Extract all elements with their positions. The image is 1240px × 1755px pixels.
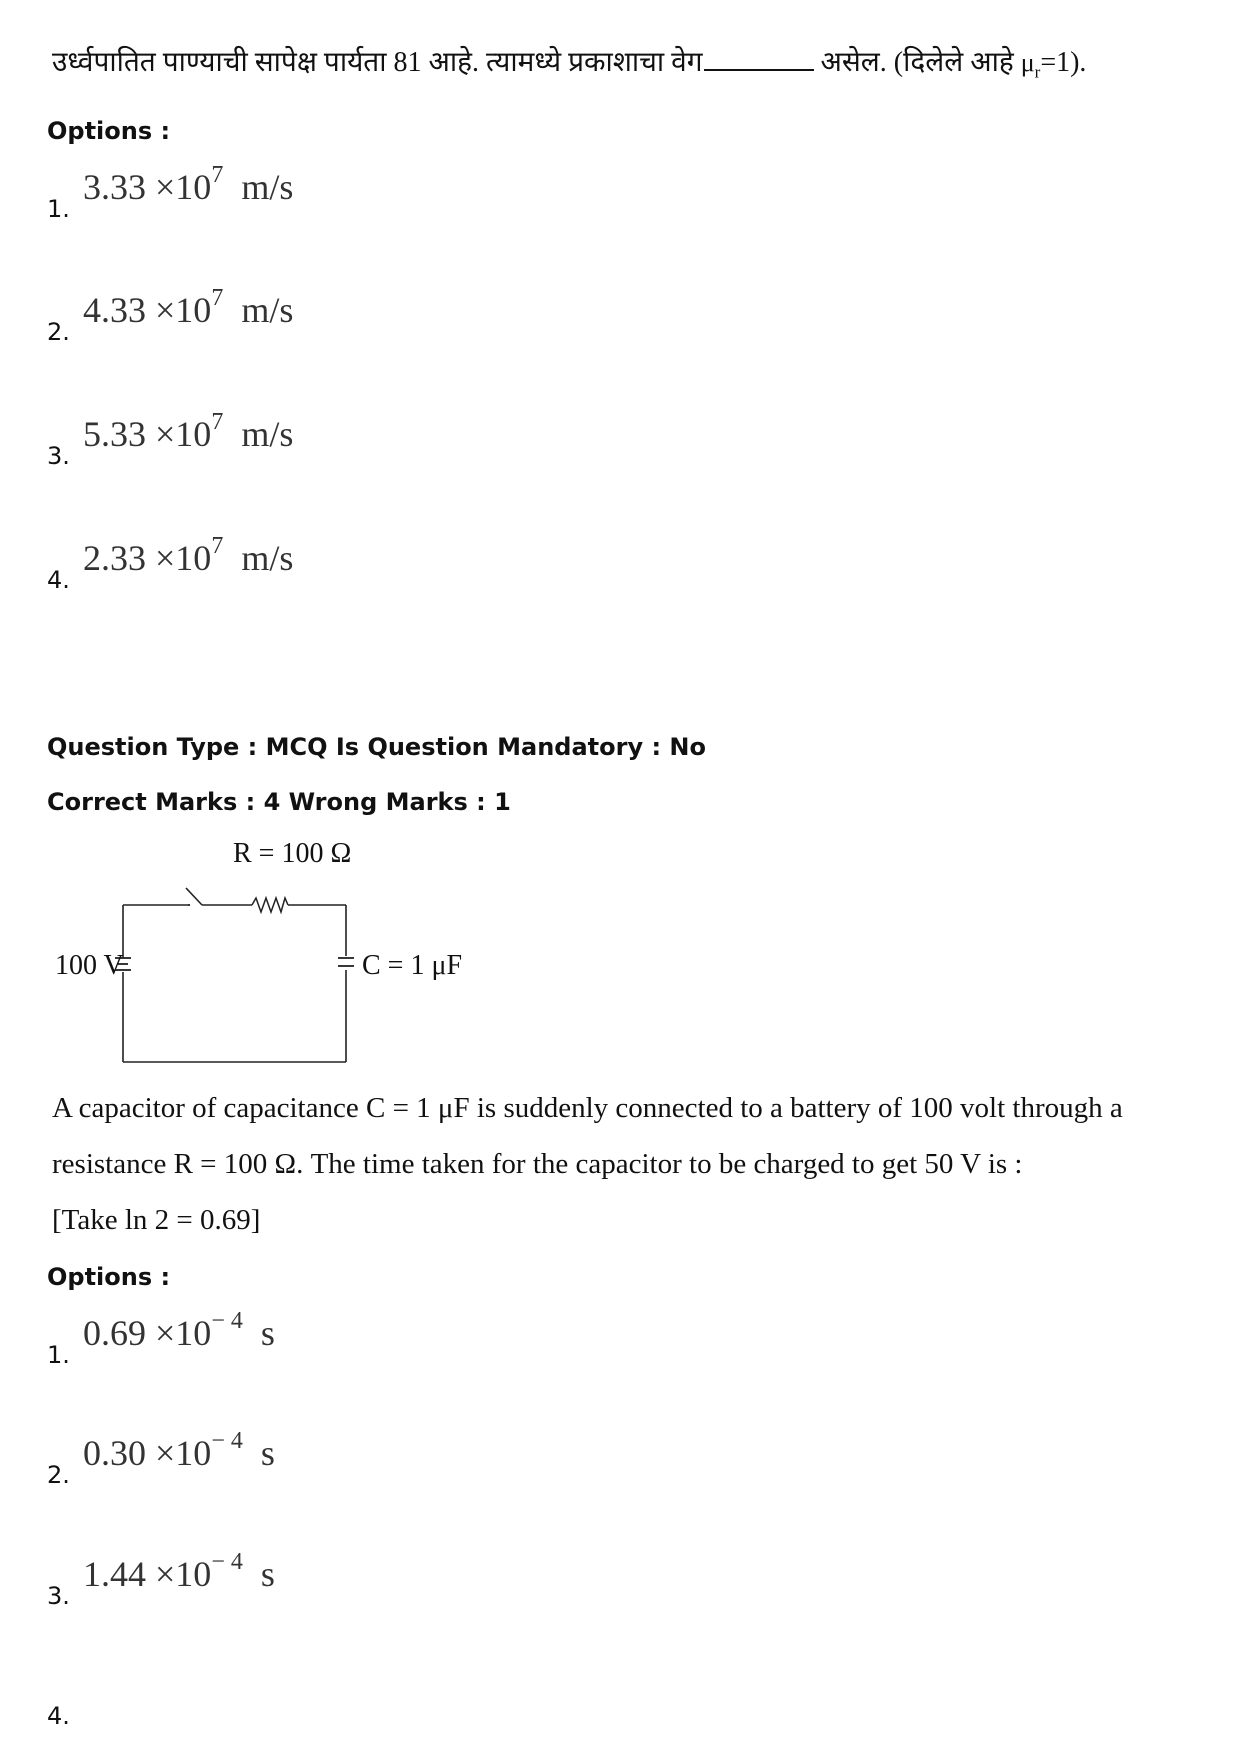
- option-1-value[interactable]: $3.33 \times 10^7$ m/s: [83, 162, 294, 207]
- q2-option-3-value[interactable]: $1.44 \times 10^{- 4}$ s: [83, 1549, 275, 1594]
- answer-blank: [704, 69, 814, 71]
- q2-option-2-number: 2.: [47, 1461, 70, 1489]
- option-4-number: 4.: [47, 566, 70, 594]
- capacitor-label: C = 1 μF: [362, 950, 463, 981]
- option-1-number: 1.: [47, 195, 70, 223]
- marks-line: Correct Marks : 4 Wrong Marks : 1: [47, 788, 511, 816]
- mu-subscript: r: [1034, 62, 1041, 82]
- given-value: =1).: [1040, 47, 1087, 78]
- resistor-label: R = 100 Ω: [233, 838, 352, 869]
- q2-option-3-number: 3.: [47, 1582, 70, 1610]
- options-label: Options :: [47, 117, 171, 145]
- question-2-line-1: A capacitor of capacitance C = 1 μF is suddenly connected to a battery of 100 volt through a: [52, 1092, 1123, 1124]
- mu-symbol: μ: [1020, 48, 1035, 77]
- question-text-part2: असेल. (दिलेले आहे: [820, 47, 1021, 78]
- option-4-value[interactable]: $2.33 \times 10^7$ m/s: [83, 533, 294, 578]
- q2-option-2-value[interactable]: $0.30 \times 10^{- 4}$ s: [83, 1428, 275, 1473]
- capacitor-symbol: [338, 958, 354, 966]
- option-2-number: 2.: [47, 318, 70, 346]
- question-2-text: [52, 1080, 1123, 1248]
- option-2-value[interactable]: $4.33 \times 10^7$ m/s: [83, 285, 294, 330]
- q2-option-1-number: 1.: [47, 1341, 70, 1369]
- q2-option-4-number: 4.: [47, 1702, 70, 1730]
- battery-label: 100 V: [55, 950, 124, 981]
- option-3-number: 3.: [47, 442, 70, 470]
- resistor-symbol: [252, 898, 288, 912]
- question-text-part1: उर्ध्वपातित पाण्याची सापेक्ष पार्यता 81 आहे. त्यामध्ये प्रकाशाचा वेग: [52, 47, 703, 78]
- question-text: [52, 42, 1086, 83]
- question-2-line-3: [Take ln 2 = 0.69]: [52, 1204, 261, 1236]
- q2-option-1-value[interactable]: $0.69 \times 10^{- 4}$ s: [83, 1308, 275, 1353]
- options-label-2: Options :: [47, 1263, 171, 1291]
- question-2-line-2: resistance R = 100 Ω. The time taken for the capacitor to be charged to get 50 V is :: [52, 1148, 1023, 1180]
- question-type-line: Question Type : MCQ Is Question Mandatory : No: [47, 733, 706, 761]
- option-3-value[interactable]: $5.33 \times 10^7$ m/s: [83, 409, 294, 454]
